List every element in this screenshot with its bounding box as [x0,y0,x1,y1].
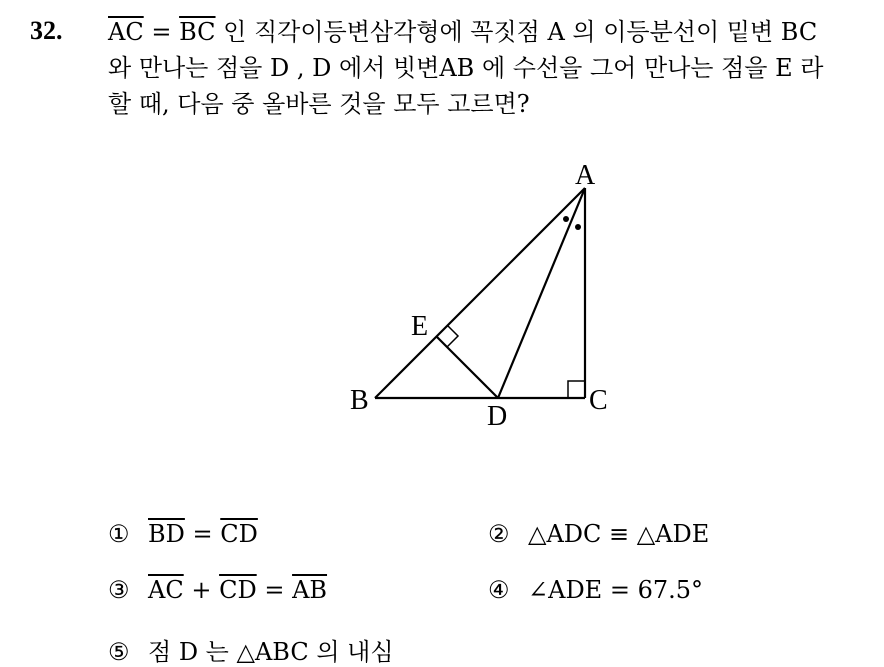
segment-ab: $\overline{AB}$ [292,576,328,604]
right-angle-mark-c [568,381,585,398]
perpendicular-de [436,336,498,398]
stem-line-3: 할 때, 다음 중 올바른 것을 모두 고르면? [108,90,530,118]
segment-bd: $\overline{BD}$ [148,520,185,548]
choice-number: ③ [108,576,130,604]
segment-cd: $\overline{CD}$ [219,576,257,604]
side-ab [375,188,585,398]
bisector-ad [498,188,585,398]
label-c: C [589,385,608,416]
choice-1 [108,520,258,548]
choice-text: △ADC ≡ △ADE [528,520,710,548]
stem-line-2: 와 만나는 점을 D , D 에서 빗변AB 에 수선을 그어 만나는 점을 E 라 [108,54,824,82]
question-number: 32. [30,16,63,45]
choice-4 [488,576,703,604]
choice-text: 점 D 는 △ABC 의 내심 [148,638,394,666]
plus-sign: + [183,576,220,604]
choice-2 [488,520,709,548]
segment-ac: $\overline{AC}$ [148,576,184,604]
choice-number: ④ [488,576,510,604]
right-angle-mark-e [447,325,458,347]
label-a: A [575,160,596,191]
label-e: E [411,311,429,342]
segment-ac: $\overline{AC}$ [108,18,144,46]
angle-mark-dot-2 [575,224,581,230]
choice-number: ⑤ [108,638,130,666]
choice-3 [108,576,327,604]
choice-number: ① [108,520,130,548]
label-d: D [487,401,508,432]
equals-sign: = [184,520,221,548]
label-b: B [350,385,369,416]
angle-mark-dot-1 [563,216,569,222]
stem-line-1-text: 인 직각이등변삼각형에 꼭짓점 A 의 이등분선이 밑변 BC [215,18,818,46]
equals-sign: = [143,18,180,46]
choice-text: ∠ADE = 67.5° [528,576,704,604]
segment-cd: $\overline{CD}$ [220,520,258,548]
equals-sign: = [256,576,293,604]
segment-bc: $\overline{BC}$ [179,18,216,46]
choice-number: ② [488,520,510,548]
